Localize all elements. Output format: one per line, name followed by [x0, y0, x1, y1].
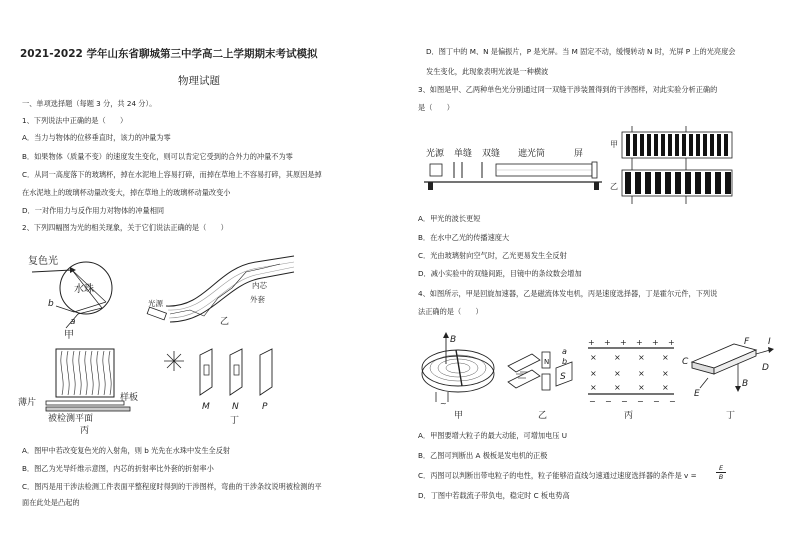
q4-stem-line2: 法正确的是（ ） — [418, 307, 483, 316]
label-light-tube: 遮光筒 — [518, 149, 546, 159]
label-water-drop: 水珠 — [74, 284, 94, 295]
label-sample-plate: 样板 — [120, 393, 139, 403]
figure-cyclotron — [416, 330, 508, 420]
svg-text:+: + — [620, 338, 627, 347]
svg-text:×: × — [614, 353, 621, 362]
label-fringe-yi: 乙 — [610, 182, 618, 191]
figure-yi-caption: 乙 — [220, 317, 230, 327]
label-cladding: 外套 — [250, 295, 265, 304]
figure-ding-caption: 丁 — [230, 416, 240, 426]
figure-velocity-selector — [580, 340, 680, 420]
svg-text:−: − — [621, 397, 628, 406]
svg-text:−: − — [637, 397, 644, 406]
q3-stem-line1: 3、如图是甲、乙两种单色光分别通过同一双缝干涉装置得到的干涉图样，对此实验分析正确的 — [418, 85, 718, 94]
label-polarizer-n: N — [232, 402, 239, 412]
q3-stem-line2: 是（ ） — [418, 103, 454, 112]
q4-option-c: C．丙图可以判断出带电粒子的电性，粒子能够沿直线匀速通过速度选择器的条件是 v = — [418, 471, 697, 480]
label-face-f: F — [744, 337, 750, 347]
q3-option-d: D．减小实验中的双缝间距，目镜中的条纹数会增加 — [418, 269, 582, 278]
svg-text:×: × — [662, 383, 669, 392]
q4-stem-line1: 4、如图所示，甲是回旋加速器，乙是磁流体发电机，丙是速度选择器，丁是霍尔元件，下列说 — [418, 289, 718, 298]
svg-text:−: − — [589, 397, 596, 406]
svg-text:×: × — [638, 353, 645, 362]
svg-text:~: ~ — [440, 399, 447, 408]
exam-title: 2021-2022 学年山东省聊城第三中学高二上学期期末考试模拟 — [20, 48, 318, 60]
q2-option-d-line1: D．图丁中的 M、N 是偏振片，P 是光屏。当 M 固定不动，缓慢转动 N 时，光屏 P 上的光亮度会 — [426, 47, 736, 56]
label-double-slit: 双缝 — [482, 149, 501, 159]
q4-option-b: B．乙图可判断出 A 极板是发电机的正极 — [418, 451, 548, 460]
exam-subtitle: 物理试题 — [178, 75, 220, 87]
label-single-slit: 单缝 — [454, 149, 473, 159]
figure-yi-caption: 乙 — [538, 411, 548, 421]
svg-text:×: × — [662, 353, 669, 362]
svg-text:×: × — [590, 383, 597, 392]
label-light-source: 光源 — [148, 299, 163, 308]
label-terminal-b: b — [562, 357, 568, 366]
label-pole-s: S — [560, 372, 566, 382]
figure-polarizers — [164, 345, 284, 435]
label-current-i: I — [768, 337, 771, 347]
label-tested-surface: 被检测平面 — [48, 414, 94, 424]
figure-ding-caption: 丁 — [726, 411, 736, 421]
q2-option-b: B．图乙为光导纤维示意图，内芯的折射率比外套的折射率小 — [22, 464, 214, 473]
q1-option-c-line2: 在水泥地上的玻璃杯动量改变大，掉在草地上的玻璃杯动量改变小 — [22, 188, 231, 197]
label-core: 内芯 — [252, 281, 267, 290]
q2-option-d-line2: 发生变化，此现象表明光波是一种横波 — [426, 67, 549, 76]
q2-option-c-line2: 面在此处是凸起的 — [22, 498, 80, 507]
label-thin-sheet: 薄片 — [18, 398, 37, 408]
q4-option-a: A．甲图要增大粒子的最大动能，可增加电压 U — [418, 431, 568, 440]
label-field-b: B — [742, 379, 749, 389]
svg-text:×: × — [638, 369, 645, 378]
label-screen-p: P — [262, 402, 268, 412]
q2-option-c-line1: C．图丙是用干涉法检测工件表面平整程度时得到的干涉图样，弯曲的干涉条纹说明被检测的平 — [22, 482, 322, 491]
q1-option-a: A．当力与物体的位移垂直时，该力的冲量为零 — [22, 133, 171, 142]
svg-text:×: × — [590, 353, 597, 362]
svg-text:+: + — [636, 338, 643, 347]
figure-double-slit-apparatus — [420, 140, 610, 200]
label-ray-a: a — [70, 317, 76, 327]
svg-text:N: N — [544, 358, 550, 366]
svg-text:×: × — [614, 369, 621, 378]
label-polychromatic-light: 复色光 — [28, 256, 58, 267]
q3-option-b: B．在水中乙光的传播速度大 — [418, 233, 510, 242]
figure-hall-element — [682, 334, 780, 420]
q1-option-c-line1: C．从同一高度落下的玻璃杯，掉在水泥地上容易打碎，而掉在草地上不容易打碎，其原因是掉 — [22, 170, 322, 179]
svg-text:+: + — [652, 338, 659, 347]
svg-text:+: + — [604, 338, 611, 347]
fraction-denominator: B — [718, 473, 724, 481]
label-face-d: D — [762, 363, 769, 373]
section-heading: 一、单项选择题（每题 3 分，共 24 分）。 — [22, 99, 157, 108]
figure-bing-caption: 丙 — [624, 411, 634, 421]
q3-option-a: A．甲光的波长更短 — [418, 214, 481, 223]
q4-option-d: D．丁图中若载流子带负电，稳定时 C 板电势高 — [418, 491, 570, 500]
svg-text:−: − — [653, 397, 660, 406]
label-face-e: E — [694, 389, 700, 399]
label-terminal-a: a — [562, 347, 567, 356]
label-polarizer-m: M — [202, 402, 210, 412]
q1-option-d: D．一对作用力与反作用力对物体的冲量相同 — [22, 206, 165, 215]
q1-stem: 1、下列说法中正确的是（ ） — [22, 116, 128, 125]
figure-interference-check — [18, 345, 148, 435]
label-ray-b: b — [48, 299, 54, 309]
q2-stem: 2、下列四幅图为光的相关现象，关于它们说法正确的是（ ） — [22, 223, 228, 232]
figure-fringe-patterns — [622, 126, 732, 204]
svg-text:−: − — [669, 397, 676, 406]
label-fringe-jia: 甲 — [610, 140, 618, 149]
svg-text:×: × — [638, 383, 645, 392]
q2-option-a: A．图甲中若改变复色光的入射角，则 b 光先在水珠中发生全反射 — [22, 446, 231, 455]
svg-text:×: × — [614, 383, 621, 392]
q1-option-b: B．如果物体（质量不变）的速度发生变化，则可以肯定它受到的合外力的冲量不为零 — [22, 152, 293, 161]
figure-mhd-generator — [502, 332, 578, 420]
label-face-c: C — [682, 357, 689, 367]
figure-water-drop — [26, 250, 136, 340]
svg-text:×: × — [590, 369, 597, 378]
figure-bing-caption: 丙 — [80, 426, 90, 436]
svg-text:−: − — [605, 397, 612, 406]
fraction-numerator: E — [716, 464, 726, 473]
label-field-b: B — [450, 335, 457, 345]
q3-option-c: C．光由玻璃射向空气时，乙光更易发生全反射 — [418, 251, 567, 260]
label-light-source: 光源 — [426, 149, 445, 159]
svg-text:+: + — [588, 338, 595, 347]
figure-jia-caption: 甲 — [454, 411, 464, 421]
figure-optical-fiber — [146, 248, 296, 338]
svg-text:+: + — [668, 338, 675, 347]
figure-jia-caption: 甲 — [64, 330, 74, 341]
label-screen: 屏 — [574, 149, 584, 159]
q4-fraction — [716, 464, 726, 481]
svg-text:×: × — [662, 369, 669, 378]
